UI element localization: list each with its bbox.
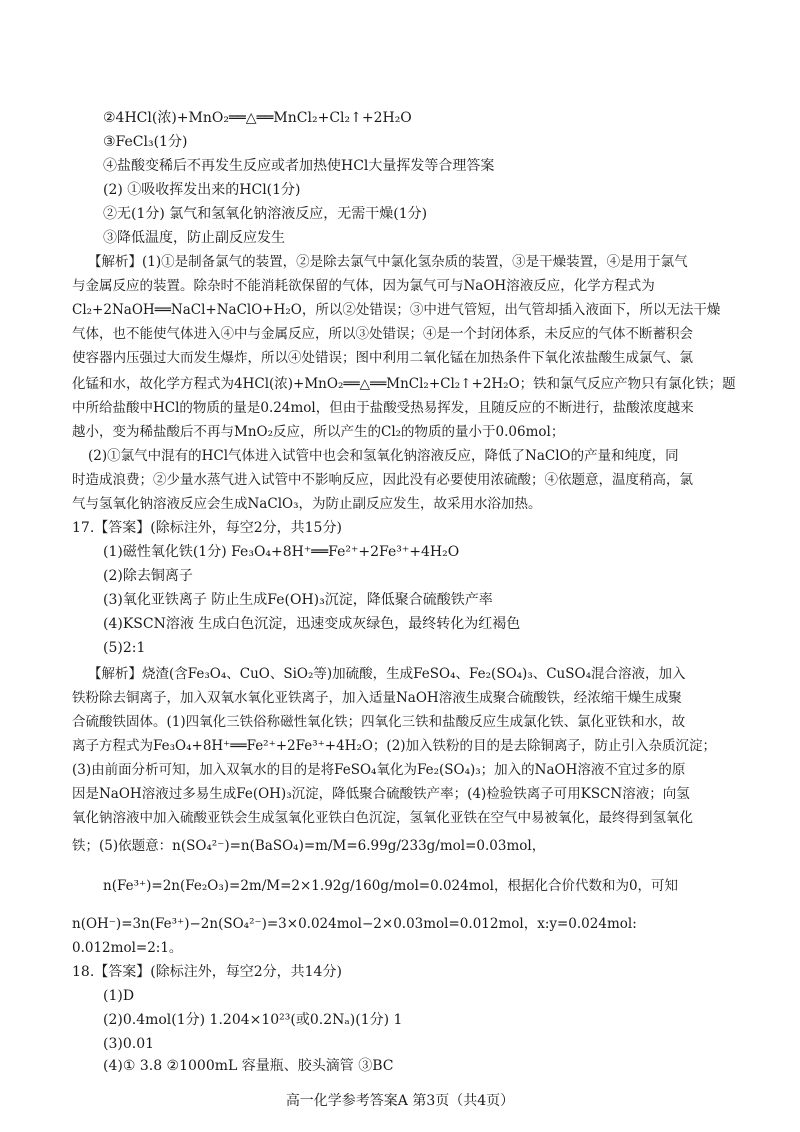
answer-line: ②无(1分) 氯气和氢氧化钠溶液反应，无需干燥(1分) [103,206,428,222]
explanation-line: 因是NaOH溶液过多易生成Fe(OH)₃沉淀，降低聚合硫酸铁产率；(4)检验铁离子可用KSCN溶液；向氢 [72,786,690,802]
question-18-heading: 18.【答案】(除标注外，每空2分，共14分) [72,964,342,980]
formula-line: n(Fe³⁺)=2n(Fe₂O₃)=2m/M=2×1.92g/160g/mol=0.024mol，根据化合价代数和为0，可知 [103,878,679,894]
explanation-line: 时造成浪费；②少量水蒸气进入试管中不影响反应，因此没有必要使用浓硫酸；④依题意，温度稍高，氯 [72,472,693,488]
answer-line: (1)D [103,988,135,1004]
explanation-line: 氧化钠溶液中加入硫酸亚铁会生成氢氧化亚铁白色沉淀，氢氧化亚铁在空气中易被氧化，最终得到氢氧化 [72,810,693,826]
explanation-line: 气与氢氧化钠溶液反应会生成NaClO₃，为防止副反应发生，故采用水浴加热。 [72,496,542,512]
explanation-line: 【解析】烧渣(含Fe₃O₄、CuO、SiO₂等)加硫酸，生成FeSO₄、Fe₂(SO₄)₃、CuSO₄混合溶液，加入 [88,666,686,682]
explanation-line: 【解析】(1)①是制备氯气的装置，②是除去氯气中氯化氢杂质的装置，③是干燥装置，④是用于氯气 [88,254,688,270]
answer-line: (5)2:1 [103,640,146,656]
explanation-line: 化锰和水，故化学方程式为4HCl(浓)+MnO₂══△══MnCl₂+Cl₂↑+2H₂O；铁和氯气反应产物只有氯化铁；题 [72,376,736,392]
explanation-line: (2)①氯气中混有的HCl气体进入试管中也会和氢氧化钠溶液反应，降低了NaClO的产量和纯度，同 [88,448,679,464]
answer-line: (4)KSCN溶液 生成白色沉淀，迅速变成灰绿色，最终转化为红褐色 [103,616,521,632]
explanation-line: 0.012mol=2:1。 [72,940,183,956]
explanation-line: 使容器内压强过大而发生爆炸，所以④处错误；图中利用二氧化锰在加热条件下氧化浓盐酸生成氯气、氯 [72,350,693,366]
answer-line: (2)除去铜离子 [103,568,193,584]
answer-line: (2) ①吸收挥发出来的HCl(1分) [103,182,301,198]
explanation-line: 离子方程式为Fe₃O₄+8H⁺══Fe²⁺+2Fe³⁺+4H₂O；(2)加入铁粉的目的是去除铜离子，防止引入杂质沉淀； [72,738,717,754]
explanation-line: 与金属反应的装置。除杂时不能消耗欲保留的气体，因为氯气可与NaOH溶液反应，化学方程式为 [72,278,655,294]
answer-line: ③FeCl₃(1分) [103,134,188,150]
answer-line: (3)氧化亚铁离子 防止生成Fe(OH)₃沉淀，降低聚合硫酸铁产率 [103,592,493,608]
answer-line: ②4HCl(浓)+MnO₂══△══MnCl₂+Cl₂↑+2H₂O [103,110,412,126]
formula-line: 铁；(5)依题意：n(SO₄²⁻)=n(BaSO₄)=m/M=6.99g/233g/mol=0.03mol， [72,838,546,854]
answer-line: (3)0.01 [103,1036,155,1052]
formula-line: n(OH⁻)=3n(Fe³⁺)−2n(SO₄²⁻)=3×0.024mol−2×0.03mol=0.012mol，x:y=0.024mol: [72,916,637,932]
explanation-line: 中所给盐酸中HCl的物质的量是0.24mol，但由于盐酸受热易挥发，且随反应的不断进行，盐酸浓度越来 [72,400,694,416]
answer-line: (4)① 3.8 ②1000mL 容量瓶、胶头滴管 ③BC [103,1058,394,1074]
explanation-line: (3)由前面分析可知，加入双氧水的目的是将FeSO₄氧化为Fe₂(SO₄)₃；加入的NaOH溶液不宜过多的原 [72,762,686,778]
answer-line: (1)磁性氧化铁(1分) Fe₃O₄+8H⁺══Fe²⁺+2Fe³⁺+4H₂O [103,544,460,560]
explanation-line: 气体，也不能使气体进入④中与金属反应，所以③处错误；④是一个封闭体系，未反应的气体不断蓄积会 [72,326,693,342]
explanation-line: Cl₂+2NaOH══NaCl+NaClO+H₂O，所以②处错误；③中进气管短，出气管却插入液面下，所以无法干燥 [72,302,721,318]
explanation-line: 越小，变为稀盐酸后不再与MnO₂反应，所以产生的Cl₂的物质的量小于0.06mol； [72,424,565,440]
explanation-line: 铁粉除去铜离子，加入双氧水氧化亚铁离子，加入适量NaOH溶液生成聚合硫酸铁，经浓缩干燥生成聚 [72,690,682,706]
answer-line: ④盐酸变稀后不再发生反应或者加热使HCl大量挥发等合理答案 [103,158,495,174]
question-17-heading: 17.【答案】(除标注外，每空2分，共15分) [72,520,342,536]
answer-line: (2)0.4mol(1分) 1.204×10²³(或0.2Nₐ)(1分) 1 [103,1012,403,1028]
page-footer: 高一化学参考答案A 第3页（共4页） [285,1093,515,1109]
explanation-line: 合硫酸铁固体。(1)四氧化三铁俗称磁性氧化铁；四氧化三铁和盐酸反应生成氯化铁、氯化亚铁和水，故 [72,714,686,730]
answer-line: ③降低温度，防止副反应发生 [103,230,285,246]
